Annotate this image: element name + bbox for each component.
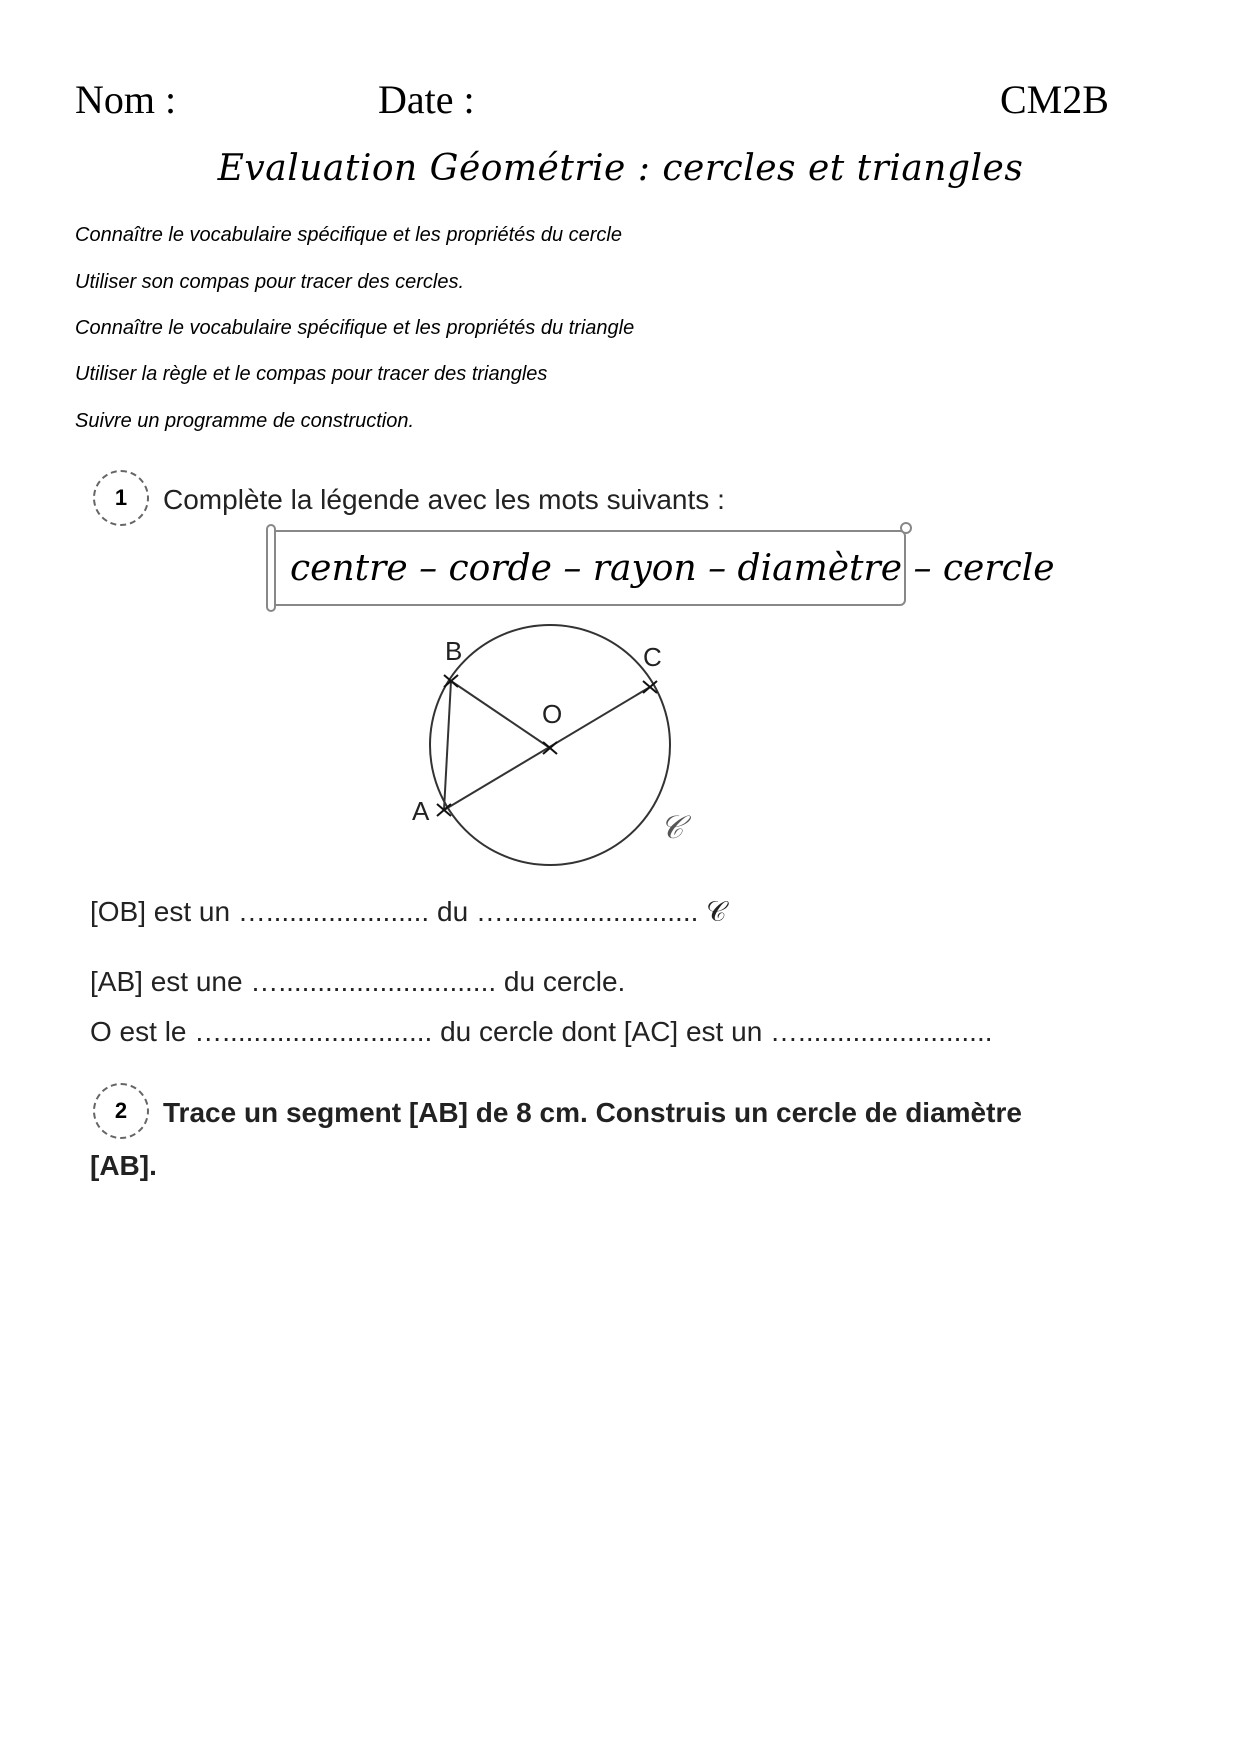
sentence-o: O est le …........................... du cercle dont [AC] est un ….........................	[90, 1016, 993, 1047]
circle-figure	[400, 620, 720, 895]
exercise-2-instruction-line1: Trace un segment [AB] de 8 cm. Construis un cercle de diamètre	[163, 1097, 1022, 1128]
word-bank-scroll	[270, 530, 1055, 606]
label-c: C	[643, 642, 662, 672]
circle-diagram	[400, 620, 720, 890]
label-o: O	[542, 699, 563, 729]
scroll-curl-right	[900, 522, 912, 534]
objective-5: Suivre un programme de construction.	[75, 410, 415, 432]
label-a: A	[412, 796, 430, 826]
objective-4: Utiliser la règle et le compas pour tracer des triangles	[75, 363, 548, 385]
sentence-ab: [AB] est une …............................ du cercle.	[90, 966, 626, 997]
date-label: Date :	[378, 77, 475, 122]
exercise-1-number: 1	[93, 470, 149, 526]
radius-ob	[451, 681, 550, 748]
exercise-2-instruction-line2: [AB].	[90, 1150, 157, 1181]
objective-3: Connaître le vocabulaire spécifique et les propriétés du triangle	[75, 317, 635, 339]
label-circle: 𝒞	[660, 808, 684, 846]
chord-ab	[444, 681, 451, 810]
scroll-curl-left	[266, 524, 276, 612]
exercise-1-instruction: Complète la légende avec les mots suivants :	[163, 484, 725, 515]
objective-2: Utiliser son compas pour tracer des cercles.	[75, 271, 465, 293]
class-label: CM2B	[1000, 77, 1109, 122]
label-b: B	[445, 636, 463, 666]
exercise-2-number: 2	[93, 1083, 149, 1139]
point-o-mark	[543, 742, 557, 754]
name-label: Nom :	[75, 77, 177, 122]
word-bank: centre – corde – rayon – diamètre – cercle	[290, 547, 1055, 589]
page-title: Evaluation Géométrie : cercles et triangles	[217, 148, 1024, 189]
sentence-ob: [OB] est un …..................... du …......................... 𝒞	[90, 896, 727, 927]
circle-c	[430, 625, 670, 865]
objective-1: Connaître le vocabulaire spécifique et les propriétés du cercle	[75, 224, 622, 246]
